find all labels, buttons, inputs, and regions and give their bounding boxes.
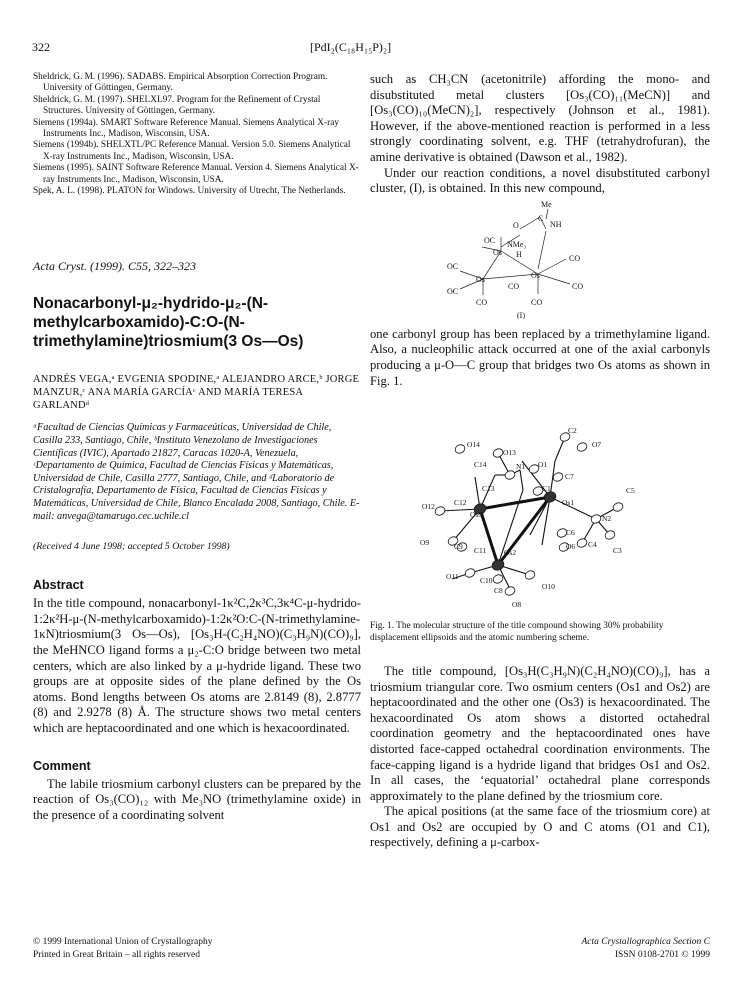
atom-label: C13 xyxy=(482,484,495,494)
scheme-label: O xyxy=(513,220,519,230)
footer-copyright: © 1999 International Union of Crystallography xyxy=(33,937,213,947)
atom-ellipsoid xyxy=(504,585,516,596)
atom-ellipsoid xyxy=(612,501,624,512)
paragraph: one carbonyl group has been replaced by a trimethylamine ligand. Also, a nucleophilic attack occurred at one of the axial carbonyls producing a μ-O—C group that bridges two Os atoms as shown in Fig. 1. xyxy=(370,326,710,388)
atom-label: N2 xyxy=(602,514,612,524)
reference-item: Sheldrick, G. M. (1996). SADABS. Empirical Absorption Correction Program. University of Göttingen, Germany. xyxy=(33,72,328,94)
atom-label: C6 xyxy=(566,528,575,538)
page-number: 322 xyxy=(32,40,50,54)
scheme-label: C xyxy=(538,213,544,223)
received-dates: (Received 4 June 1998; accepted 5 October 1998) xyxy=(33,541,230,553)
journal-reference: Acta Cryst. (1999). C55, 322–323 xyxy=(33,259,196,274)
paragraph: Under our reaction conditions, a novel disubstituted carbonyl cluster, (I), is obtained. In this new compound, xyxy=(370,165,710,196)
scheme-label: Os xyxy=(476,274,485,284)
abstract-heading: Abstract xyxy=(33,578,84,593)
atom-ellipsoid xyxy=(434,505,446,516)
reference-item: Siemens (1994a). SMART Software Reference Manual. Siemens Analytical X-ray Instruments Inc., Madison, Wisconsin, USA. xyxy=(33,117,339,140)
atom-label: C9 xyxy=(454,542,463,552)
reference-item: Siemens (1994b). SHELXTL/PC Reference Manual. Version 5.0. Siemens Analytical X-ray Instruments Inc., Madison, Wisconsin, USA. xyxy=(33,140,351,162)
scheme-label: NMe₃ xyxy=(507,239,527,249)
atom-ellipsoid xyxy=(492,573,504,584)
atom-ellipsoid xyxy=(590,513,602,524)
footer-printed: Printed in Great Britain – all rights reserved xyxy=(33,950,200,960)
figure-caption: Fig. 1. The molecular structure of the title compound showing 30% probability displacement ellipsoids and the atomic numbering scheme. xyxy=(370,621,664,643)
atom-label: C3 xyxy=(613,546,622,556)
atom-ellipsoid xyxy=(576,537,588,548)
scheme-number: (I) xyxy=(517,310,525,319)
atom-label: C5 xyxy=(626,486,635,496)
atom-label: O7 xyxy=(592,440,602,450)
atom-label: Os3 xyxy=(470,510,483,520)
comment-text: The labile triosmium carbonyl clusters can be prepared by the reaction of Os₃(CO)₁₂ with Me₃NO (trimethylamine oxide) in the presence of a coordinating solvent xyxy=(33,776,361,822)
scheme-label: NH xyxy=(550,219,562,229)
atom-label: O11 xyxy=(446,572,459,582)
running-title: [PdI₂(C₁₈H₁₅P)₂] xyxy=(310,40,392,54)
scheme-label: CO xyxy=(569,253,581,263)
scheme-label: OC xyxy=(447,286,459,296)
scheme-label: Me xyxy=(541,199,552,209)
molecular-structure-figure xyxy=(370,395,710,617)
atom-label: C7 xyxy=(565,472,574,482)
scheme-label: CO xyxy=(572,281,584,291)
atom-label: Os1 xyxy=(562,498,575,508)
reference-list xyxy=(33,72,361,197)
author-list: ANDRÉS VEGA,ᵃ EVGENIA SPODINE,ᵃ ALEJANDRO ARCE,ᵇ JORGE MANZUR,ᶜ ANA MARÍA GARCÍAᶜ AND MARÍA TERESA GARLANDᵈ xyxy=(33,374,360,412)
scheme-label: CO xyxy=(476,297,488,307)
atom-ellipsoid xyxy=(524,569,536,580)
atom-label: C8 xyxy=(494,586,503,596)
atom-label: C10 xyxy=(480,576,493,586)
scheme-label: OC xyxy=(447,261,459,271)
scheme-label: CO xyxy=(508,281,520,291)
atom-ellipsoid xyxy=(576,441,588,452)
atom-label: O6 xyxy=(566,542,576,552)
scheme-label: Os xyxy=(493,247,502,257)
atom-label: C12 xyxy=(454,498,467,508)
atom-label: O9 xyxy=(420,538,430,548)
atom-label: C1 xyxy=(542,484,551,494)
scheme-label: H xyxy=(516,249,522,259)
affiliations: ᵃFacultad de Ciencias Químicas y Farmaceúticas, Universidad de Chile, Casilla 233, Santiago, Chile, ᵇInstituto Venezolano de Investigaciones Científicas (IVIC), Apartado 21827, Caracas 1020-A, Venezuela, ᶜDepartamento de Química, Facultad de Ciencias Físicas y Matemáticas, Universidad de Chile, Casilla 2777, Santiago, Chile, and ᵈLaboratorio de Cristalografía, Departamento de Física, Facultad de Ciencias Físicas y Matemáticas, Universidad de Chile, Blanco Encalada 2008, Santiago, Chile. E-mail: anvega@tamarugo.cec.uchile.cl xyxy=(33,422,360,522)
reference-item: Sheldrick, G. M. (1997). SHELXL97. Program for the Refinement of Crystal Structures. University of Göttingen, Germany. xyxy=(33,94,321,117)
atom-label: O14 xyxy=(467,440,480,450)
paragraph: The title compound, [Os₃H(C₃H₉N)(C₂H₄NO)(CO)₉], has a triosmium triangular core. Two osmium centers (Os1 and Os2) are heptacoordinated and the other one (Os3) is hexacoordinated. The hexacoordinated Os atom shows a distorted octahedral coordination geometry and the heptacoordinated ones have distorted face-capped octahedral coordination environments. The face-capping ligand is a hydride ligand that bridges Os1 and Os2. In all cases, the ‘equatorial’ octahedral plane corresponds approximately to the plane defined by the triosmium core. xyxy=(370,663,710,803)
atom-label: O13 xyxy=(503,448,516,458)
paragraph: The apical positions (at the same face of the triosmium core) at Os1 and Os2 are occupied by O and C atoms (O1 and C1), respectively, defining a μ-carbox- xyxy=(370,804,710,850)
atom-label: C11 xyxy=(474,546,487,556)
right-column xyxy=(370,72,710,851)
atom-label: O1 xyxy=(538,460,548,470)
scheme-label: OC xyxy=(484,235,496,245)
atom-label: C2 xyxy=(568,426,577,436)
atom-label: C14 xyxy=(474,460,487,470)
atom-label: O8 xyxy=(512,600,522,610)
paragraph: such as CH₃CN (acetonitrile) affording the mono- and disubstituted metal clusters [Os₃(CO)₁₁(MeCN)] and [Os₃(CO)₁₀(MeCN)₂], respectively (Johnson et al., 1981). However, if the above-mentioned reaction is performed in a less strongly coordinating solvent, e.g. THF (tetrahydrofuran), the amine derivative is obtained (Dawson et al., 1982). xyxy=(370,72,710,164)
comment-heading: Comment xyxy=(33,758,91,773)
atom-ellipsoid xyxy=(504,469,516,480)
atom-label: O12 xyxy=(422,502,435,512)
atom-ellipsoid xyxy=(454,443,466,454)
left-column xyxy=(33,72,361,823)
chemical-scheme-diagram xyxy=(370,199,710,319)
abstract-text: In the title compound, nonacarbonyl-1κ²C,2κ³C,3κ⁴C-μ-hydrido-1:2κ²H-μ-(N-methylcarboxamido)-1:2κ²O:C-(N-trimethylamine-1κN)triosmium(3 Os—Os), [Os₃H-(C₂H₄NO)(C₃H₉N)(CO)₉], the MeHNCO ligand forms a μ₂-C:O bridge between two metal centers, which are also linked by a μ-hydride ligand. These two groups are at opposite sides of the plane defined by the Os atoms. Bond lengths between Os atoms are 2.8149 (8), 2.8777 (8) and 2.9278 (8) Å. The structure shows two metal centers which are heptacoordinated and one which is hexacoordinated. xyxy=(33,596,361,735)
atom-ellipsoid xyxy=(604,529,616,540)
atom-label: Os2 xyxy=(504,548,517,558)
reference-item: Spek, A. L. (1998). PLATON for Windows. University of Utrecht, The Netherlands. xyxy=(33,186,346,197)
atom-label: C4 xyxy=(588,540,597,550)
atom-ellipsoid xyxy=(464,567,476,578)
scheme-label: CO xyxy=(531,297,543,307)
article-title: Nonacarbonyl-μ₂-hydrido-μ₂-(N-methylcarboxamido)-C:O-(N-trimethylamine)triosmium(3 Os—Os) xyxy=(33,295,304,351)
footer-journal: Acta Crystallographica Section C xyxy=(581,937,710,947)
atom-label: O10 xyxy=(542,582,555,592)
scheme-label: Os xyxy=(531,270,540,280)
footer-issn: ISSN 0108-2701 © 1999 xyxy=(614,950,710,960)
reference-item: Siemens (1995). SAINT Software Reference Manual. Version 4. Siemens Analytical X-ray Instruments Inc., Madison, Wisconsin, USA. xyxy=(33,163,359,185)
atom-label: N1 xyxy=(516,462,526,472)
